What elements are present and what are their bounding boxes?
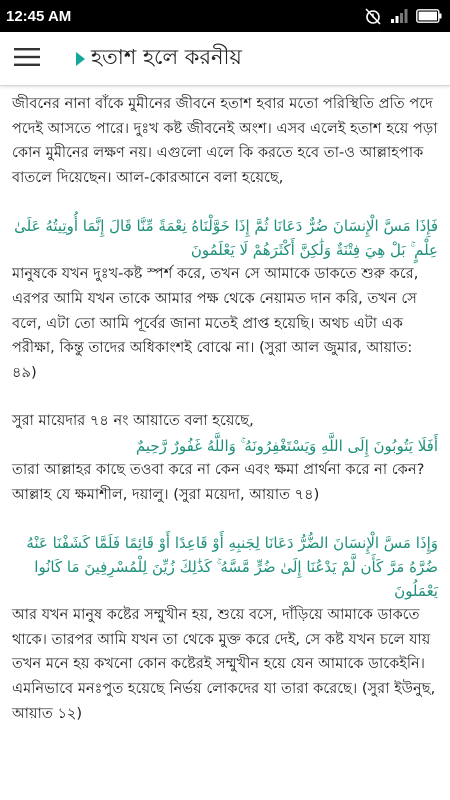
signal-icon: [390, 8, 408, 24]
spacer: [12, 385, 438, 409]
status-icons: [364, 7, 442, 25]
menu-button[interactable]: [2, 32, 52, 86]
intro-paragraph: জীবনের নানা বাঁকে মুমীনের জীবনে হতাশ হবার মতো পরিস্থিতি প্রতি পদে পদেই আসতে পারে। দুঃখ কষ্ট জীবনেই অংশ। এসব এলেই হতাশ হয়ে পড়া কোন মুমীনের লক্ষণ নয়। এগুলো এলে কি করতে হবে তা-ও আল্লাহপাক বাতলে দিয়েছেন। আল-কোরআনে বলা হয়েছে,: [12, 95, 438, 186]
arabic-verse: أَفَلَا يَتُوبُونَ إِلَى اللَّهِ وَيَسْتَغْفِرُونَهُ ۚ وَاللَّهُ غَفُورٌ رَّحِيمٌ: [135, 436, 438, 455]
page-title: হতাশ হলে করনীয়: [91, 45, 242, 69]
alarm-off-icon: [364, 7, 382, 25]
battery-icon: [416, 9, 442, 23]
intro-paragraph: সুরা মায়েদার ৭৪ নং আয়াতে বলা হয়েছে,: [12, 412, 254, 430]
spacer: [12, 507, 438, 531]
spacer: [12, 190, 438, 214]
translation-paragraph: তারা আল্লাহর কাছে তওবা করে না কেন এবং ক্ষমা প্রার্থনা করে না কেন? আল্লাহ যে ক্ষমাশীল, দয়ালু। (সুরা ময়েদা, আয়াত ৭৪): [12, 460, 425, 503]
status-time: 12:45 AM: [6, 7, 72, 25]
arabic-verse: وَإِذَا مَسَّ الْإِنسَانَ الضُّرُّ دَعَانَا لِجَنبِهِ أَوْ قَاعِدًا أَوْ قَائِمًا فَلَمَّا كَشَفْنَا عَنْهُ ضُرَّهُ مَرَّ كَأَن لَّمْ يَدْعُنَا إِلَىٰ ضُرٍّ مَّسَّهُ ۚ كَذَٰلِكَ زُيِّنَ لِلْمُسْرِفِينَ مَا كَانُوا يَعْمَلُونَ: [26, 534, 438, 601]
translation-paragraph: আর যখন মানুষ কষ্টের সম্মুখীন হয়, শুয়ে বসে, দাঁড়িয়ে আমাকে ডাকতে থাকে। তারপর আমি যখন তা থেকে মুক্ত করে দেই, সে কষ্ট যখন চলে যায় তখন মনে হয় কখনো কোন কষ্টেরই সম্মুখীন হয়ে যেন আমাকে ডাকেইনি। এমনিভাবে মনঃপুত হয়েছে নির্ভয় লোকদের যা তারা করেছে। (সুরা ইউনুছ, আয়াত ১২): [12, 606, 436, 722]
app-bar: [0, 32, 450, 86]
article-body[interactable]: [0, 92, 450, 800]
arrow-right-icon: [76, 52, 85, 66]
menu-icon: [14, 48, 40, 70]
status-bar: [0, 0, 450, 32]
translation-paragraph: মানুষকে যখন দুঃখ-কষ্ট স্পর্শ করে, তখন সে আমাকে ডাকতে শুরু করে, এরপর আমি যখন তাকে আমার পক্ষ থেকে নেয়ামত দান করি, তখন সে বলে, এটা তো আমি পূর্বের জানা মতেই প্রাপ্ত হয়েছি। অথচ এটা এক পরীক্ষা, কিন্তু তাদের অধিকাংশই বোঝে না। (সুরা আল জুমার, আয়াত: ৪৯): [12, 265, 419, 381]
arabic-verse: فَإِذَا مَسَّ الْإِنسَانَ ضُرٌّ دَعَانَا ثُمَّ إِذَا خَوَّلْنَاهُ نِعْمَةً مِّنَّا قَالَ إِنَّمَا أُوتِيتُهُ عَلَىٰ عِلْمٍ ۚ بَلْ هِيَ فِتْنَةٌ وَلَٰكِنَّ أَكْثَرَهُمْ لَا يَعْلَمُونَ: [14, 217, 438, 260]
